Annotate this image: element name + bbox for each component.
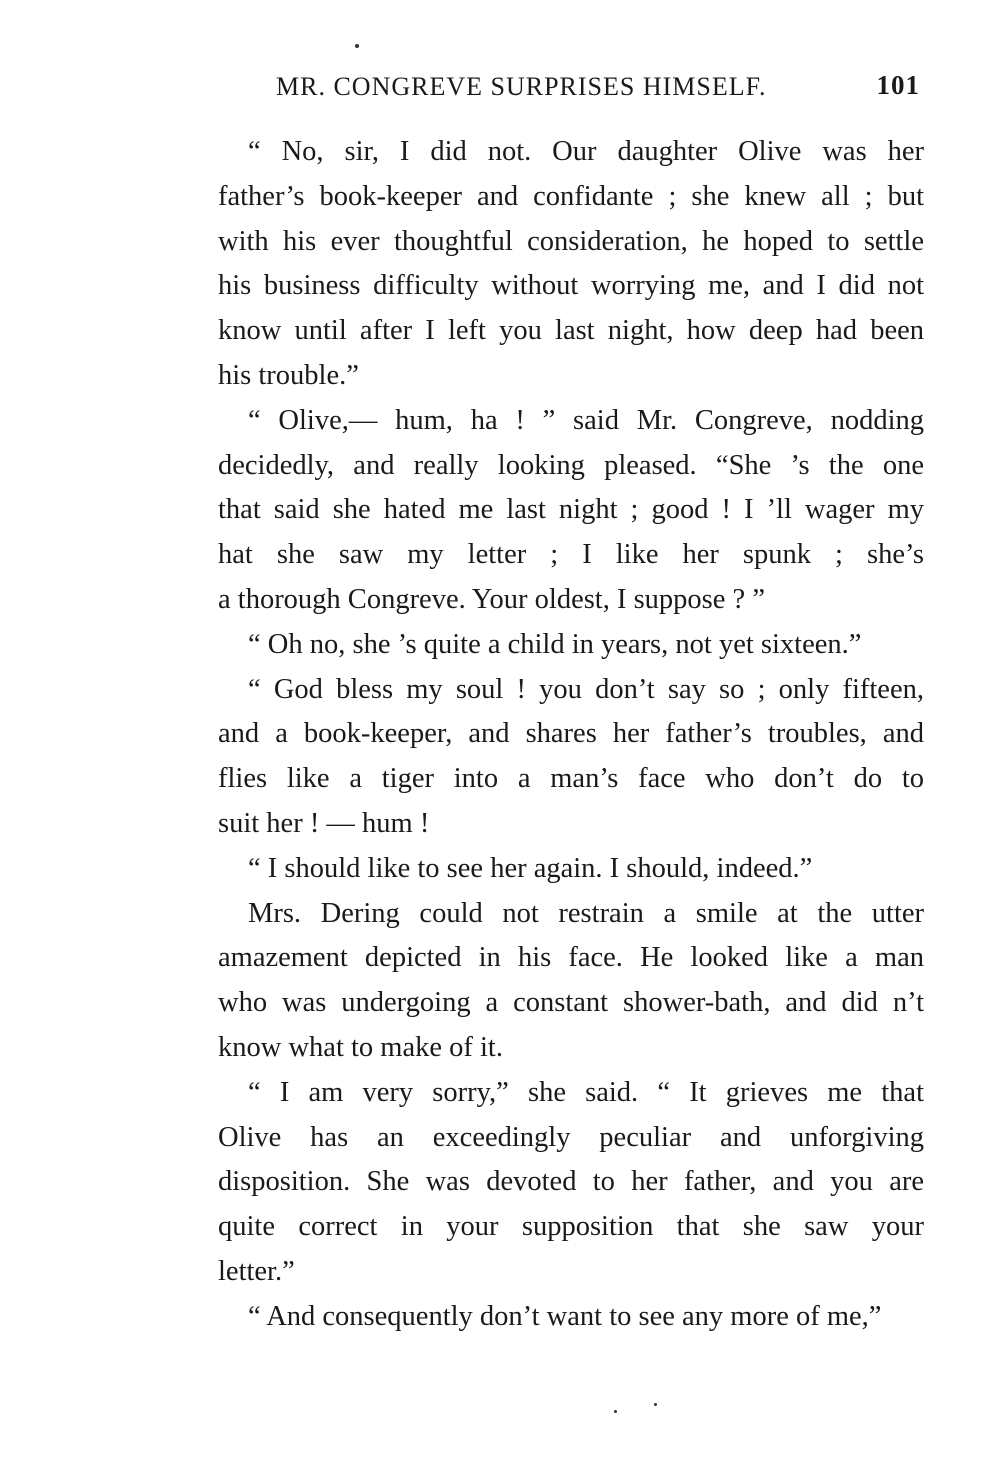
text-line: and a book-keeper, and shares her father’s troubles, and <box>218 718 924 750</box>
print-speck-top <box>355 44 359 48</box>
text-line: his trouble.” <box>218 359 359 391</box>
paragraph <box>188 130 924 399</box>
text-line: “ I should like to see her again. I should, indeed.” <box>248 852 813 884</box>
paragraph <box>188 847 924 892</box>
text-line: know until after I left you last night, how deep had been <box>218 315 924 347</box>
page-number: 101 <box>876 70 920 100</box>
running-head <box>188 66 924 106</box>
text-line: his business difficulty without worrying me, and I did not <box>218 270 924 302</box>
paragraph <box>188 623 924 668</box>
text-line: Olive has an exceedingly peculiar and unforgiving <box>218 1121 924 1153</box>
text-line: amazement depicted in his face. He looked like a man <box>218 942 924 974</box>
paragraph <box>188 892 924 1071</box>
paragraph <box>188 1071 924 1295</box>
paragraph <box>188 399 924 623</box>
text-line: know what to make of it. <box>218 1031 503 1063</box>
text-line: flies like a tiger into a man’s face who don’t do to <box>218 763 924 795</box>
text-line: disposition. She was devoted to her father, and you are <box>218 1166 924 1198</box>
text-line: father’s book-keeper and confidante ; she knew all ; but <box>218 180 924 212</box>
text-line: who was undergoing a constant shower-bath, and did n’t <box>218 987 924 1019</box>
running-title: MR. CONGREVE SURPRISES HIMSELF. <box>276 72 767 101</box>
paragraph <box>188 1295 924 1340</box>
text-line: letter.” <box>218 1255 295 1287</box>
text-line: “ And consequently don’t want to see any more of me,” <box>248 1300 882 1332</box>
text-line: suit her ! — hum ! <box>218 807 430 839</box>
text-line: “ God bless my soul ! you don’t say so ; only fifteen, <box>248 673 924 705</box>
print-speck-bottom-left <box>614 1410 617 1413</box>
text-line: a thorough Congreve. Your oldest, I suppose ? ” <box>218 583 765 615</box>
text-line: that said she hated me last night ; good ! I ’ll wager my <box>218 494 924 526</box>
text-line: “ I am very sorry,” she said. “ It grieves me that <box>248 1076 924 1108</box>
text-line: “ Olive,— hum, ha ! ” said Mr. Congreve, nodding <box>248 404 924 436</box>
text-line: hat she saw my letter ; I like her spunk ; she’s <box>218 539 924 571</box>
text-line: with his ever thoughtful consideration, he hoped to settle <box>218 225 924 257</box>
text-line: “ Oh no, she ’s quite a child in years, not yet sixteen.” <box>248 628 862 660</box>
text-line: decidedly, and really looking pleased. “She ’s the one <box>218 449 924 481</box>
text-line: quite correct in your supposition that she saw your <box>218 1211 924 1243</box>
text-line: “ No, sir, I did not. Our daughter Olive was her <box>248 136 924 167</box>
body-text <box>188 130 924 1340</box>
paragraph <box>188 668 924 847</box>
text-line: Mrs. Dering could not restrain a smile at the utter <box>248 897 924 929</box>
print-speck-bottom-right <box>654 1403 657 1406</box>
